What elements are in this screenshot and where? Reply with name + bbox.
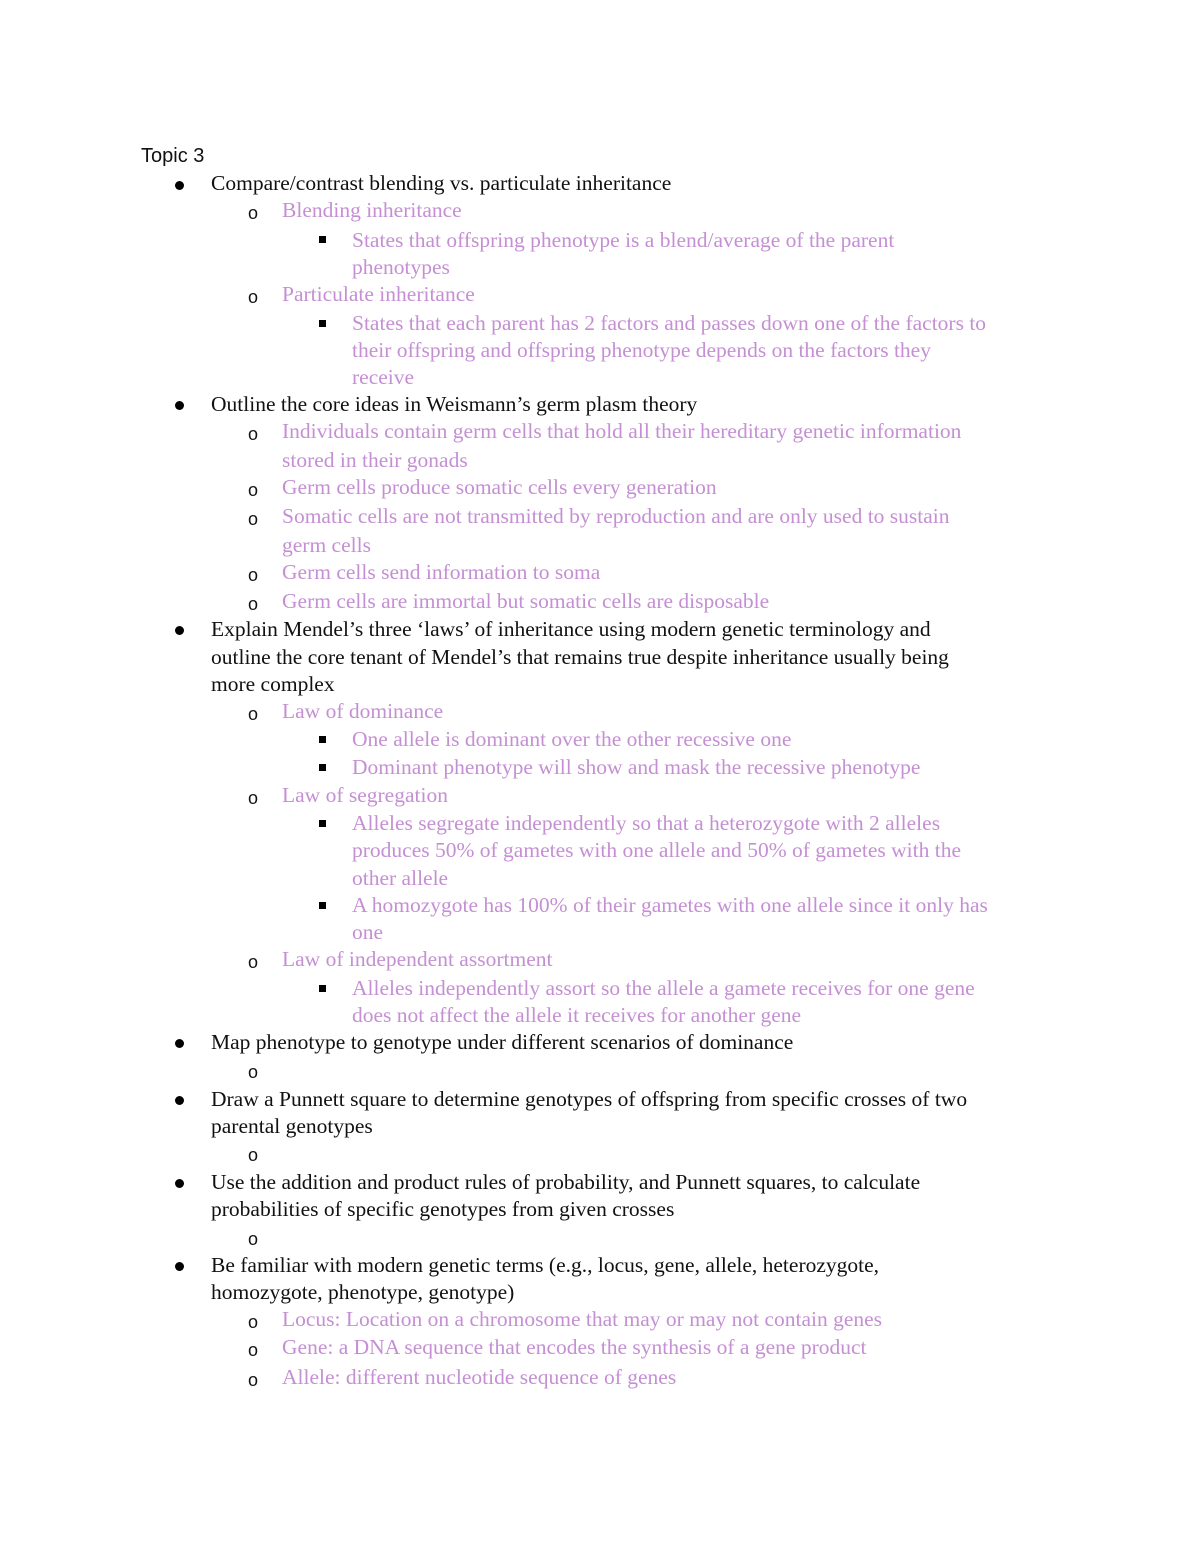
list-item: Allele: different nucleotide sequence of genes xyxy=(282,1365,677,1389)
list-item: States that each parent has 2 factors and passes down one of the factors to xyxy=(352,311,987,335)
bullet-square xyxy=(319,985,326,992)
list-item: stored in their gonads xyxy=(282,448,468,472)
bullet-circle: o xyxy=(248,788,259,808)
list-item: Particulate inheritance xyxy=(282,282,475,306)
list-item: Locus: Location on a chromosome that may or may not contain genes xyxy=(282,1307,883,1331)
list-item: One allele is dominant over the other recessive one xyxy=(352,727,792,751)
bullet-circle: o xyxy=(248,424,259,444)
bullet-square xyxy=(319,736,326,743)
bullet-dot xyxy=(175,1096,184,1105)
bullet-dot xyxy=(175,1179,184,1188)
bullet-dot xyxy=(175,1039,184,1048)
bullet-circle: o xyxy=(248,480,259,500)
bullet-circle: o xyxy=(248,594,259,614)
bullet-dot xyxy=(175,181,184,190)
bullet-circle: o xyxy=(248,565,259,585)
bullet-dot xyxy=(175,1262,184,1271)
list-item: Dominant phenotype will show and mask the recessive phenotype xyxy=(352,755,921,779)
list-item: Outline the core ideas in Weismann’s germ plasm theory xyxy=(211,392,698,416)
page-title: Topic 3 xyxy=(141,145,205,167)
bullet-dot xyxy=(175,626,184,635)
list-item: Use the addition and product rules of probability, and Punnett squares, to calculate xyxy=(211,1170,921,1194)
bullet-square xyxy=(319,902,326,909)
list-item: States that offspring phenotype is a blend/average of the parent xyxy=(352,228,895,252)
list-item: A homozygote has 100% of their gametes with one allele since it only has xyxy=(352,893,988,917)
bullet-circle: o xyxy=(248,287,259,307)
list-item: Compare/contrast blending vs. particulate inheritance xyxy=(211,171,672,195)
list-item: other allele xyxy=(352,866,449,890)
bullet-circle: o xyxy=(248,203,259,223)
bullet-circle: o xyxy=(248,509,259,529)
bullet-square xyxy=(319,820,326,827)
list-item: one xyxy=(352,920,384,944)
bullet-square xyxy=(319,764,326,771)
list-item: Germ cells are immortal but somatic cells are disposable xyxy=(282,589,770,613)
list-item: Draw a Punnett square to determine genotypes of offspring from specific crosses of two xyxy=(211,1087,968,1111)
list-item: produces 50% of gametes with one allele and 50% of gametes with the xyxy=(352,838,961,862)
list-item: Explain Mendel’s three ‘laws’ of inheritance using modern genetic terminology and xyxy=(211,617,931,641)
bullet-circle: o xyxy=(248,952,259,972)
bullet-circle: o xyxy=(248,1312,259,1332)
bullet-circle: o xyxy=(248,1370,259,1390)
list-item: outline the core tenant of Mendel’s that remains true despite inheritance usually being xyxy=(211,645,949,669)
bullet-square xyxy=(319,320,326,327)
list-item: probabilities of specific genotypes from given crosses xyxy=(211,1197,675,1221)
list-item: Gene: a DNA sequence that encodes the synthesis of a gene product xyxy=(282,1335,867,1359)
list-item: Somatic cells are not transmitted by reproduction and are only used to sustain xyxy=(282,504,950,528)
list-item: homozygote, phenotype, genotype) xyxy=(211,1280,515,1304)
list-item: more complex xyxy=(211,672,335,696)
list-item: their offspring and offspring phenotype depends on the factors they xyxy=(352,338,931,362)
list-item: phenotypes xyxy=(352,255,450,279)
list-item: does not affect the allele it receives for another gene xyxy=(352,1003,802,1027)
list-item: Blending inheritance xyxy=(282,198,462,222)
list-item: Germ cells produce somatic cells every generation xyxy=(282,475,717,499)
bullet-square xyxy=(319,236,326,243)
list-item: parental genotypes xyxy=(211,1114,373,1138)
bullet-circle: o xyxy=(248,1062,259,1082)
bullet-circle: o xyxy=(248,1229,259,1249)
bullet-circle: o xyxy=(248,704,259,724)
list-item: Law of dominance xyxy=(282,699,444,723)
list-item: Law of independent assortment xyxy=(282,947,553,971)
list-item: Be familiar with modern genetic terms (e.g., locus, gene, allele, heterozygote, xyxy=(211,1253,880,1277)
list-item: Individuals contain germ cells that hold all their hereditary genetic information xyxy=(282,419,962,443)
bullet-dot xyxy=(175,401,184,410)
bullet-circle: o xyxy=(248,1340,259,1360)
bullet-circle: o xyxy=(248,1145,259,1165)
list-item: germ cells xyxy=(282,533,371,557)
list-item: Law of segregation xyxy=(282,783,448,807)
list-item: receive xyxy=(352,365,415,389)
list-item: Germ cells send information to soma xyxy=(282,560,601,584)
list-item: Alleles segregate independently so that a heterozygote with 2 alleles xyxy=(352,811,941,835)
list-item: Map phenotype to genotype under different scenarios of dominance xyxy=(211,1030,794,1054)
list-item: Alleles independently assort so the allele a gamete receives for one gene xyxy=(352,976,975,1000)
